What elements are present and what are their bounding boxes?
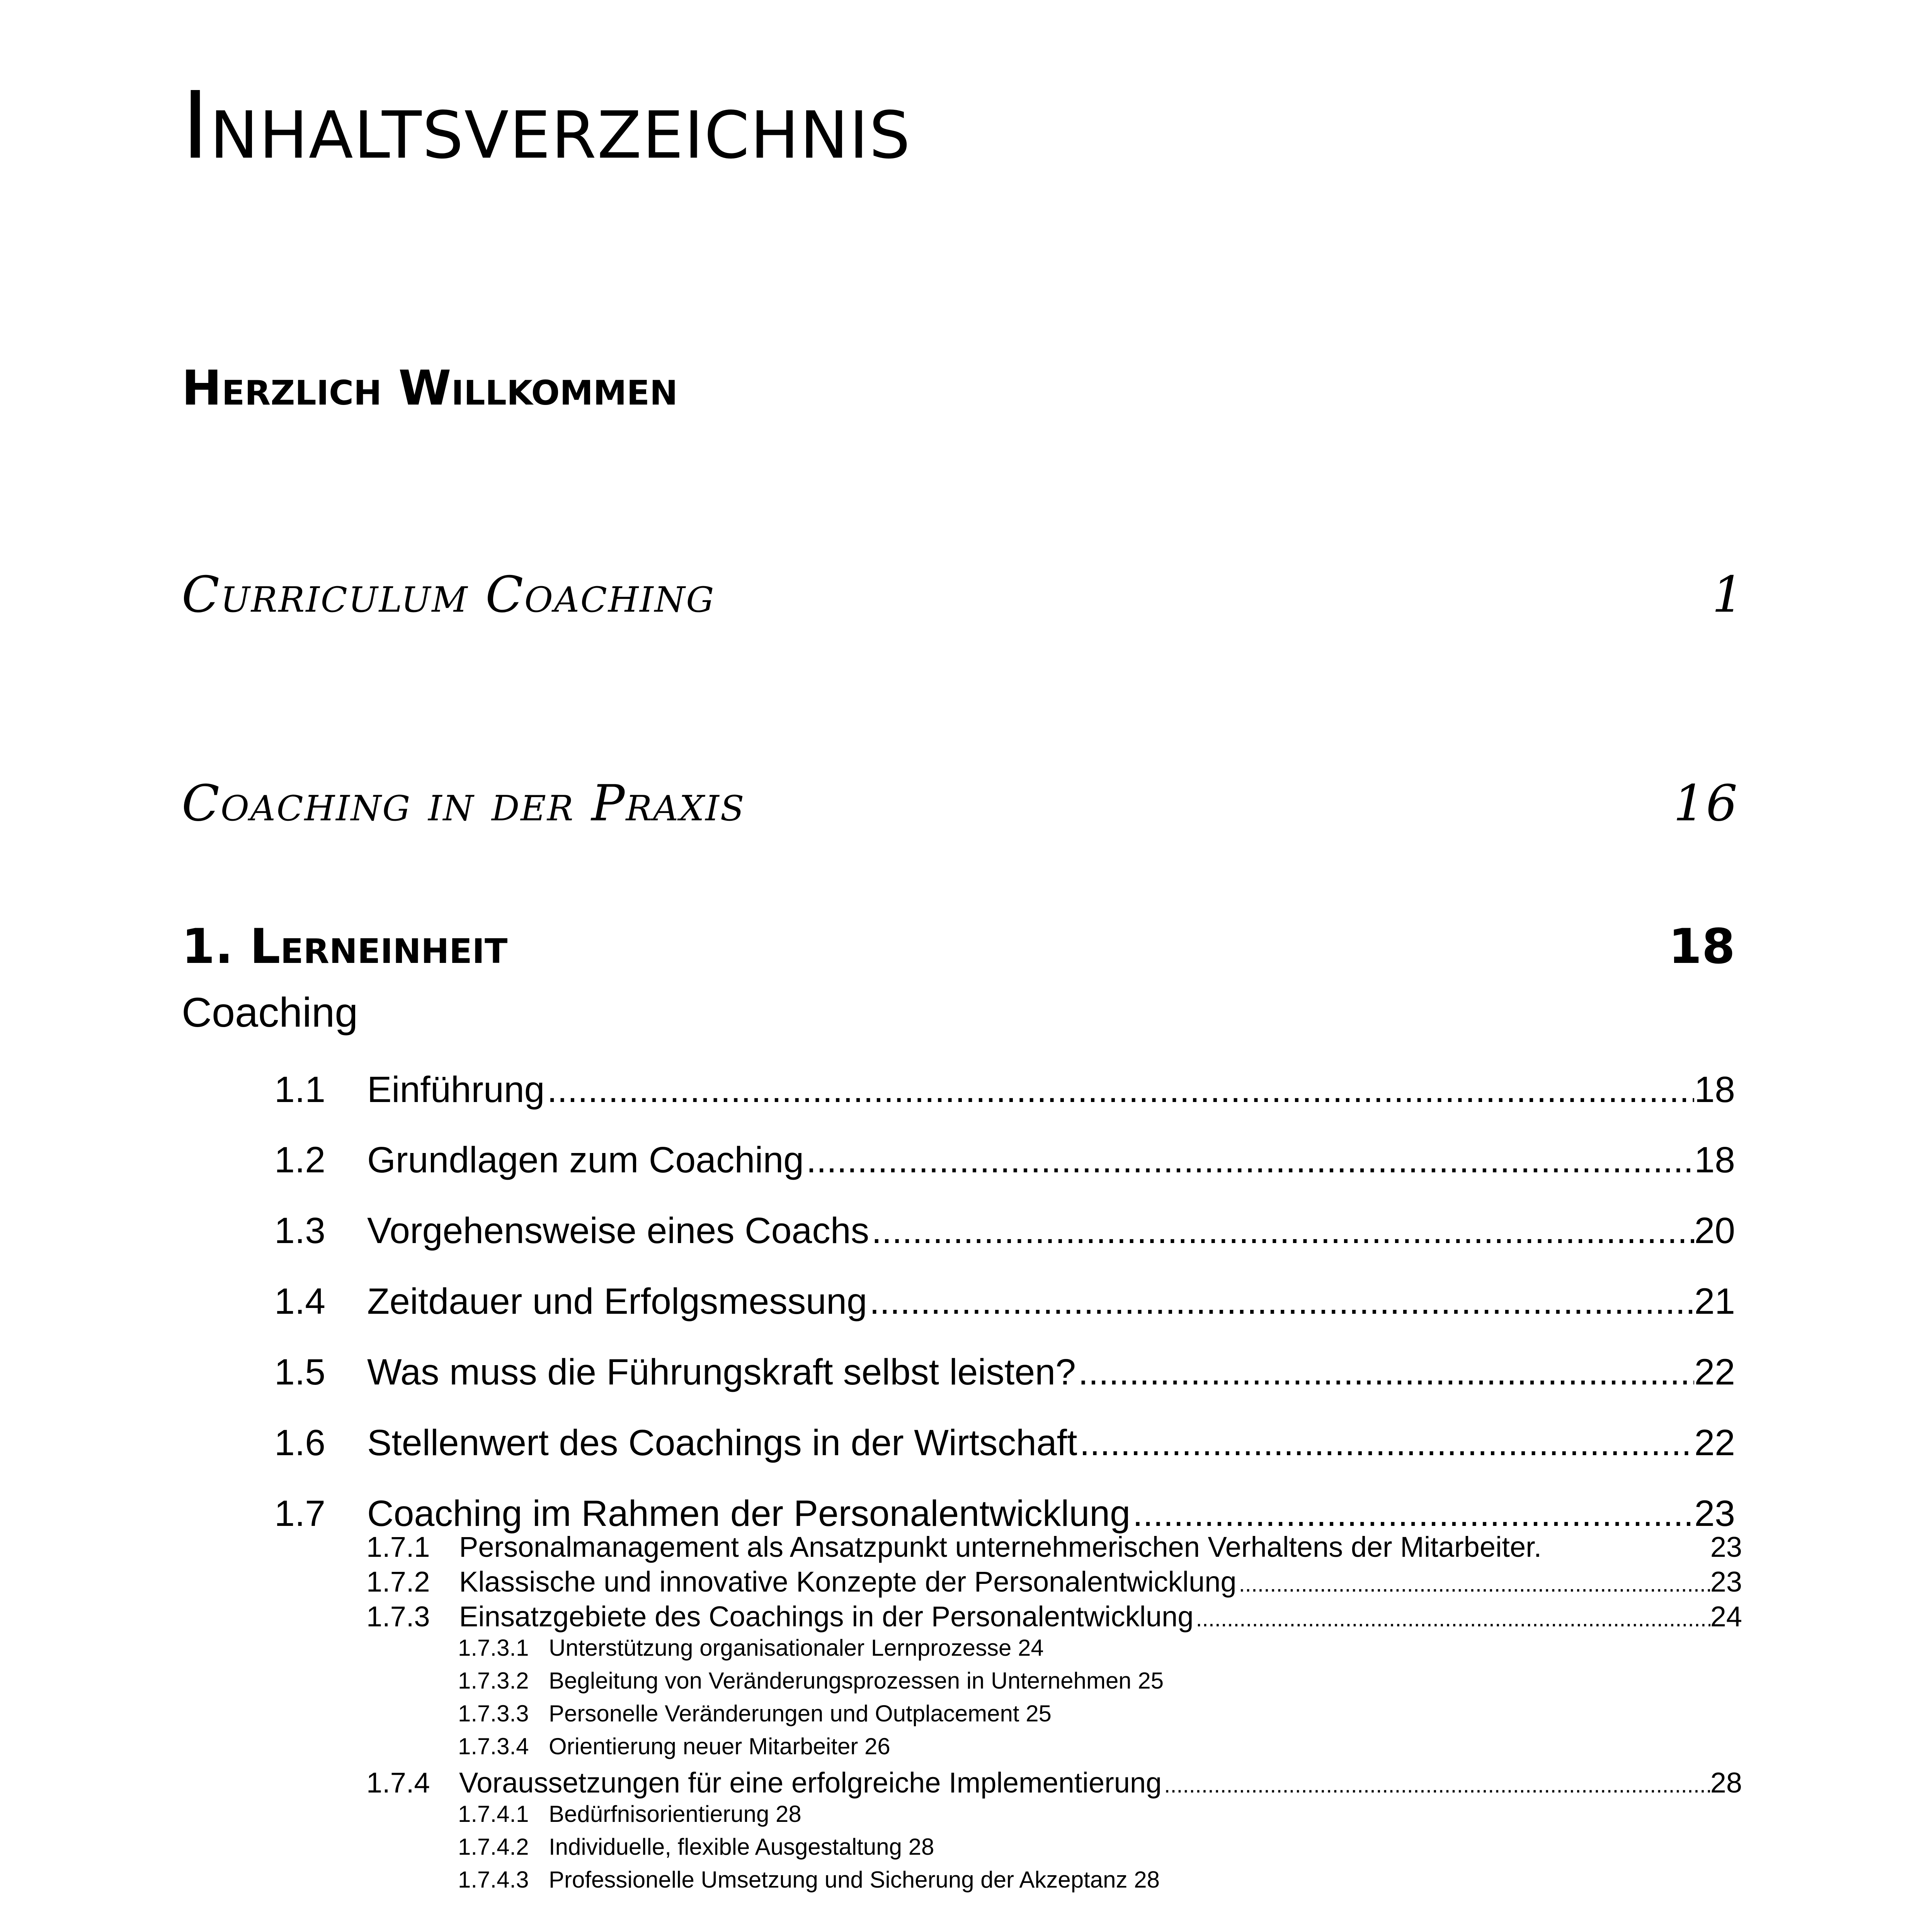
toc-entry-1-7-3-2[interactable]: 1.7.3.2 Begleitung von Veränderungsprozessen in Unternehmen 25: [458, 1668, 1164, 1694]
toc-entry-1-5[interactable]: 1.5 Was muss die Führungskraft selbst leisten? ..... 22: [274, 1351, 1735, 1393]
toc-entry-1-7[interactable]: 1.7 Coaching im Rahmen der Personalentwicklung ..... 23: [274, 1492, 1735, 1535]
toc-entry-1-3[interactable]: 1.3 Vorgehensweise eines Coachs ..... 20: [274, 1209, 1735, 1252]
toc-entry-1-4[interactable]: 1.4 Zeitdauer und Erfolgsmessung ..... 21: [274, 1280, 1735, 1323]
praxis-page: 16: [1673, 775, 1739, 832]
toc-entry-1-2[interactable]: 1.2 Grundlagen zum Coaching ..... 18: [274, 1139, 1735, 1181]
toc-entry-1-7-4-3[interactable]: 1.7.4.3 Professionelle Umsetzung und Sicherung der Akzeptanz 28: [458, 1867, 1160, 1893]
toc-entry-1-7-1[interactable]: 1.7.1 Personalmanagement als Ansatzpunkt unternehmerischen Verhaltens der Mitarbeiter. 23: [366, 1531, 1742, 1563]
toc-entry-1-7-2[interactable]: 1.7.2 Klassische und innovative Konzepte der Personalentwicklung ..... 23: [366, 1565, 1742, 1601]
unit1-heading: 1. Lerneinheit: [182, 919, 508, 975]
welcome-heading: Herzlich Willkommen: [182, 361, 678, 416]
unit1-page: 18: [1668, 919, 1735, 975]
curriculum-page: 1: [1712, 566, 1745, 624]
unit1-subtitle: Coaching: [182, 989, 358, 1036]
curriculum-heading: Curriculum Coaching: [182, 566, 715, 624]
page-title: Inhaltsverzeichnis: [182, 71, 911, 180]
toc-entry-1-7-4-1[interactable]: 1.7.4.1 Bedürfnisorientierung 28: [458, 1801, 801, 1827]
toc-entry-1-7-3-4[interactable]: 1.7.3.4 Orientierung neuer Mitarbeiter 26: [458, 1733, 890, 1759]
toc-entry-1-7-3[interactable]: 1.7.3 Einsatzgebiete des Coachings in der Personalentwicklung ..... 24: [366, 1600, 1742, 1636]
praxis-heading: Coaching in der Praxis: [182, 775, 745, 832]
toc-entry-1-6[interactable]: 1.6 Stellenwert des Coachings in der Wirtschaft ..... 22: [274, 1422, 1735, 1464]
toc-entry-1-7-4-2[interactable]: 1.7.4.2 Individuelle, flexible Ausgestaltung 28: [458, 1834, 934, 1860]
toc-entry-1-7-4[interactable]: 1.7.4 Voraussetzungen für eine erfolgreiche Implementierung ..... 28: [366, 1766, 1742, 1802]
toc-entry-1-1[interactable]: 1.1 Einführung ..... 18: [274, 1068, 1735, 1111]
toc-entry-1-7-3-1[interactable]: 1.7.3.1 Unterstützung organisationaler Lernprozesse 24: [458, 1635, 1044, 1661]
toc-entry-1-7-3-3[interactable]: 1.7.3.3 Personelle Veränderungen und Outplacement 25: [458, 1701, 1052, 1726]
